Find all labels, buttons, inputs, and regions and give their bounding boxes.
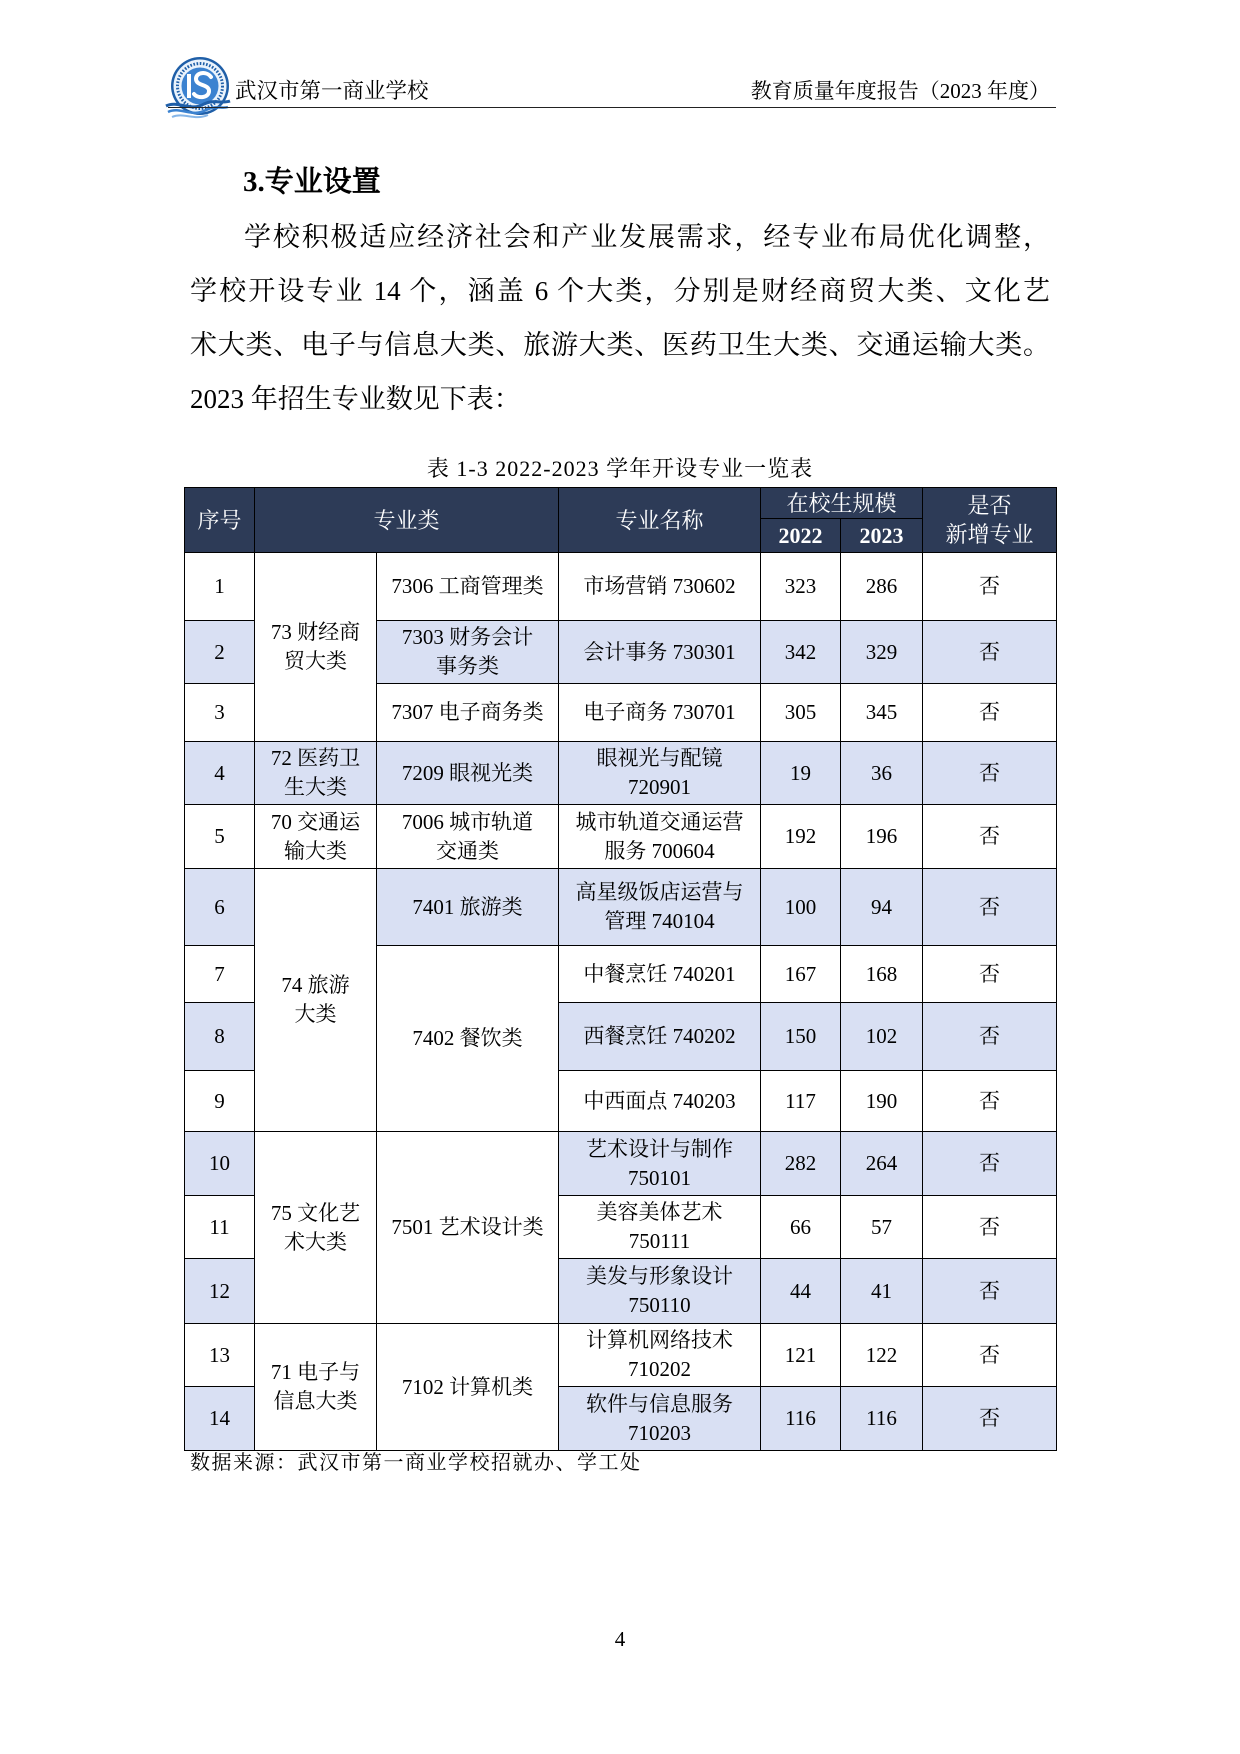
cell-students-2023: 329: [841, 621, 923, 684]
paragraph-line: 学校开设专业 14 个，涵盖 6 个大类，分别是财经商贸大类、文化艺: [190, 276, 1050, 306]
cell-is-new: 否: [923, 553, 1057, 621]
data-source-note: 数据来源：武汉市第一商业学校招就办、学工处: [190, 1452, 642, 1474]
cell-major-name: 西餐烹饪 740202: [559, 1003, 761, 1071]
cell-students-2022: 66: [761, 1196, 841, 1259]
cell-index: 3: [185, 684, 255, 742]
cell-is-new: 否: [923, 621, 1057, 684]
cell-students-2022: 167: [761, 946, 841, 1003]
cell-is-new: 否: [923, 1259, 1057, 1324]
cell-students-2022: 150: [761, 1003, 841, 1071]
cell-category: 7307 电子商务类: [377, 684, 559, 742]
cell-major-name: 电子商务 730701: [559, 684, 761, 742]
page-number: 4: [614, 1627, 626, 1651]
cell-students-2023: 94: [841, 869, 923, 946]
cell-is-new: 否: [923, 1071, 1057, 1132]
cell-major-group: 73 财经商 贸大类: [255, 553, 377, 742]
cell-is-new: 否: [923, 946, 1057, 1003]
cell-is-new: 否: [923, 1132, 1057, 1196]
table-row: [185, 805, 1057, 869]
cell-students-2023: 102: [841, 1003, 923, 1071]
cell-index: 5: [185, 805, 255, 869]
cell-index: 2: [185, 621, 255, 684]
cell-is-new: 否: [923, 684, 1057, 742]
cell-students-2023: 57: [841, 1196, 923, 1259]
cell-major-name: 艺术设计与制作 750101: [559, 1132, 761, 1196]
cell-category: 7501 艺术设计类: [377, 1132, 559, 1324]
cell-students-2022: 19: [761, 742, 841, 805]
cell-students-2023: 264: [841, 1132, 923, 1196]
cell-students-2023: 122: [841, 1324, 923, 1387]
cell-index: 14: [185, 1387, 255, 1451]
header-year-2023: 2023: [841, 519, 923, 553]
cell-index: 4: [185, 742, 255, 805]
majors-table: [184, 487, 1057, 1451]
table-row: [185, 1132, 1057, 1196]
table-row: [185, 742, 1057, 805]
cell-is-new: 否: [923, 1196, 1057, 1259]
cell-major-name: 城市轨道交通运营 服务 700604: [559, 805, 761, 869]
header-major-name: 专业名称: [559, 488, 761, 553]
cell-students-2023: 36: [841, 742, 923, 805]
cell-major-name: 眼视光与配镜 720901: [559, 742, 761, 805]
cell-is-new: 否: [923, 869, 1057, 946]
table-header: [185, 488, 1057, 553]
header-category: 专业类: [255, 488, 559, 553]
cell-category: 7303 财务会计 事务类: [377, 621, 559, 684]
cell-major-name: 会计事务 730301: [559, 621, 761, 684]
cell-students-2023: 41: [841, 1259, 923, 1324]
header-report-title: 教育质量年度报告（2023 年度）: [750, 79, 1050, 103]
cell-index: 8: [185, 1003, 255, 1071]
cell-category: 7401 旅游类: [377, 869, 559, 946]
cell-category: 7209 眼视光类: [377, 742, 559, 805]
cell-students-2022: 44: [761, 1259, 841, 1324]
cell-major-group: 70 交通运 输大类: [255, 805, 377, 869]
cell-index: 1: [185, 553, 255, 621]
cell-students-2023: 196: [841, 805, 923, 869]
cell-students-2022: 117: [761, 1071, 841, 1132]
table-row: [185, 869, 1057, 946]
cell-students-2022: 121: [761, 1324, 841, 1387]
cell-students-2023: 116: [841, 1387, 923, 1451]
cell-students-2022: 305: [761, 684, 841, 742]
section-title: 3.专业设置: [243, 166, 381, 198]
paragraph-line: 术大类、电子与信息大类、旅游大类、医药卫生大类、交通运输大类。: [190, 330, 1050, 360]
cell-major-name: 软件与信息服务 710203: [559, 1387, 761, 1451]
cell-is-new: 否: [923, 1003, 1057, 1071]
cell-major-group: 71 电子与 信息大类: [255, 1324, 377, 1451]
cell-major-group: 74 旅游 大类: [255, 869, 377, 1132]
table-row: [185, 1324, 1057, 1387]
cell-category: 7006 城市轨道 交通类: [377, 805, 559, 869]
cell-major-name: 计算机网络技术 710202: [559, 1324, 761, 1387]
table-header-row: [185, 488, 1057, 519]
cell-major-group: 75 文化艺 术大类: [255, 1132, 377, 1324]
header-rule: [168, 107, 1056, 108]
cell-index: 9: [185, 1071, 255, 1132]
body-paragraph: [190, 210, 1050, 426]
cell-major-name: 中西面点 740203: [559, 1071, 761, 1132]
cell-index: 10: [185, 1132, 255, 1196]
cell-index: 13: [185, 1324, 255, 1387]
cell-students-2022: 116: [761, 1387, 841, 1451]
table-caption: 表 1-3 2022-2023 学年开设专业一览表: [426, 456, 814, 481]
cell-category: 7102 计算机类: [377, 1324, 559, 1451]
cell-is-new: 否: [923, 742, 1057, 805]
cell-students-2022: 323: [761, 553, 841, 621]
header-enrollment: 在校生规模: [761, 488, 923, 519]
cell-is-new: 否: [923, 1324, 1057, 1387]
header-is-new: 是否 新增专业: [923, 488, 1057, 553]
cell-index: 11: [185, 1196, 255, 1259]
school-emblem-icon: [164, 54, 236, 122]
cell-major-name: 美发与形象设计 750110: [559, 1259, 761, 1324]
cell-category: 7402 餐饮类: [377, 946, 559, 1132]
header-index: 序号: [185, 488, 255, 553]
cell-students-2023: 345: [841, 684, 923, 742]
cell-major-name: 高星级饭店运营与 管理 740104: [559, 869, 761, 946]
cell-major-name: 市场营销 730602: [559, 553, 761, 621]
table-row: [185, 553, 1057, 621]
header-year-2022: 2022: [761, 519, 841, 553]
paragraph-line: 2023 年招生专业数见下表：: [190, 384, 521, 414]
cell-is-new: 否: [923, 805, 1057, 869]
cell-students-2023: 190: [841, 1071, 923, 1132]
table-body: [185, 553, 1057, 1451]
cell-major-group: 72 医药卫 生大类: [255, 742, 377, 805]
cell-category: 7306 工商管理类: [377, 553, 559, 621]
cell-students-2023: 286: [841, 553, 923, 621]
cell-major-name: 美容美体艺术 750111: [559, 1196, 761, 1259]
cell-students-2022: 282: [761, 1132, 841, 1196]
paragraph-line: 学校积极适应经济社会和产业发展需求，经专业布局优化调整，: [244, 222, 1050, 252]
cell-index: 7: [185, 946, 255, 1003]
cell-students-2023: 168: [841, 946, 923, 1003]
cell-students-2022: 100: [761, 869, 841, 946]
cell-index: 6: [185, 869, 255, 946]
cell-students-2022: 192: [761, 805, 841, 869]
cell-is-new: 否: [923, 1387, 1057, 1451]
cell-students-2022: 342: [761, 621, 841, 684]
header-school-name: 武汉市第一商业学校: [235, 79, 429, 103]
cell-index: 12: [185, 1259, 255, 1324]
cell-major-name: 中餐烹饪 740201: [559, 946, 761, 1003]
